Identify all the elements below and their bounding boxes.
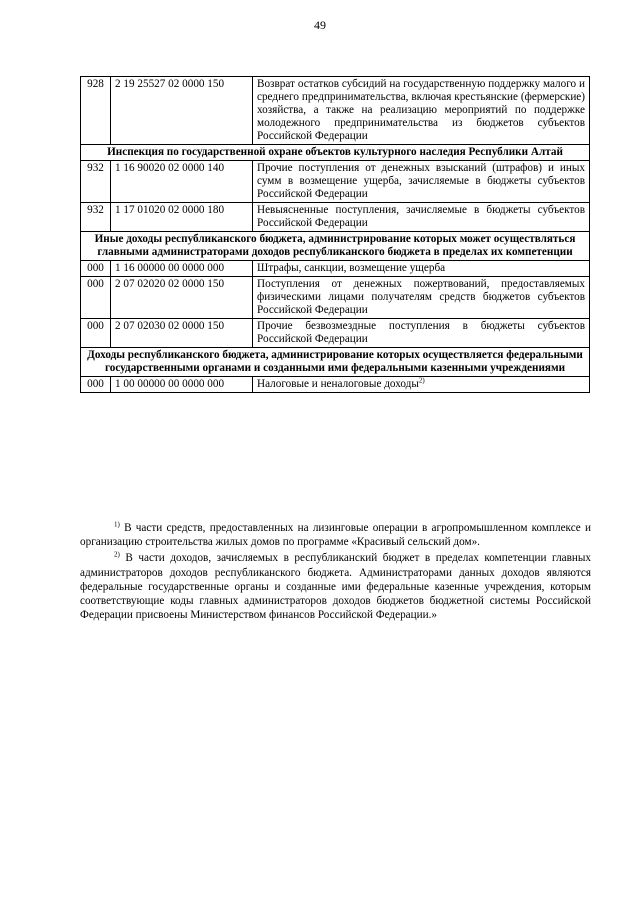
footnote-mark: 2) bbox=[114, 550, 120, 559]
revenue-name-cell bbox=[253, 277, 590, 319]
revenue-code-cell: 1 17 01020 02 0000 180 bbox=[111, 203, 253, 232]
footnotes bbox=[80, 521, 591, 624]
table-row bbox=[81, 77, 590, 145]
footnote-text: В части доходов, зачисляемых в республиканский бюджет в пределах компетенции главных администраторов доходов республиканского бюджета. Администраторами данных доходов являются федеральные государственные органы и созданные ими федеральные казенные учреждения, которым соответствующие коды главных администраторов доходов бюджетов бюджетной системы Российской Федерации присвоены Министерством финансов Российской Федерации.» bbox=[80, 552, 591, 622]
admin-code-cell: 932 bbox=[81, 161, 111, 203]
table-row bbox=[81, 161, 590, 203]
revenue-code-cell: 2 07 02020 02 0000 150 bbox=[111, 277, 253, 319]
table-row bbox=[81, 377, 590, 393]
footnote bbox=[80, 551, 591, 622]
revenue-name-text: Возврат остатков субсидий на государственную поддержку малого и среднего предпринимательства, включая крестьянские (фермерские) хозяйства, а также на реализацию мероприятий по поддержке молодежного предпринимательства из бюджетов субъектов Российской Федерации bbox=[257, 78, 585, 142]
admin-code-cell: 000 bbox=[81, 377, 111, 393]
revenue-name-text: Налоговые и неналоговые доходы bbox=[257, 378, 419, 390]
revenue-name-cell bbox=[253, 319, 590, 348]
revenue-name-text: Невыясненные поступления, зачисляемые в бюджеты субъектов Российской Федерации bbox=[257, 204, 585, 229]
revenue-name-text: Прочие безвозмездные поступления в бюджеты субъектов Российской Федерации bbox=[257, 320, 585, 345]
revenue-name-text: Штрафы, санкции, возмещение ущерба bbox=[257, 262, 446, 274]
footnote bbox=[80, 521, 591, 549]
revenue-name-cell bbox=[253, 77, 590, 145]
admin-code-cell: 000 bbox=[81, 319, 111, 348]
revenue-code-cell: 1 00 00000 00 0000 000 bbox=[111, 377, 253, 393]
admin-code-cell: 000 bbox=[81, 277, 111, 319]
section-title: Доходы республиканского бюджета, администрирование которых осуществляется федеральными государственными органами и созданными ими федеральными казенными учреждениями bbox=[81, 348, 590, 377]
footnote-text: В части средств, предоставленных на лизинговые операции в агропромышленном комплексе и организацию строительства жилых домов по программе «Красивый сельский дом». bbox=[80, 522, 591, 549]
table-row bbox=[81, 319, 590, 348]
section-header-row bbox=[81, 232, 590, 261]
revenue-name-cell bbox=[253, 161, 590, 203]
admin-code-cell: 932 bbox=[81, 203, 111, 232]
section-header-row bbox=[81, 145, 590, 161]
revenue-code-cell: 1 16 90020 02 0000 140 bbox=[111, 161, 253, 203]
revenue-code-cell: 1 16 00000 00 0000 000 bbox=[111, 261, 253, 277]
admin-code-cell: 928 bbox=[81, 77, 111, 145]
revenue-code-cell: 2 19 25527 02 0000 150 bbox=[111, 77, 253, 145]
section-title: Инспекция по государственной охране объектов культурного наследия Республики Алтай bbox=[81, 145, 590, 161]
revenue-codes-table bbox=[80, 76, 590, 393]
revenue-code-cell: 2 07 02030 02 0000 150 bbox=[111, 319, 253, 348]
revenue-name-text: Поступления от денежных пожертвований, предоставляемых физическими лицами получателям средств бюджетов субъектов Российской Федерации bbox=[257, 278, 585, 316]
page-number: 49 bbox=[314, 18, 326, 32]
footnote-mark: 1) bbox=[114, 520, 120, 529]
revenue-name-text: Прочие поступления от денежных взысканий (штрафов) и иных сумм в возмещение ущерба, зачисляемые в бюджеты субъектов Российской Федерации bbox=[257, 162, 585, 200]
table-row bbox=[81, 203, 590, 232]
revenue-name-cell bbox=[253, 203, 590, 232]
revenue-name-cell bbox=[253, 377, 590, 393]
table-row bbox=[81, 261, 590, 277]
table-row bbox=[81, 277, 590, 319]
admin-code-cell: 000 bbox=[81, 261, 111, 277]
footnote-reference: 2) bbox=[418, 376, 425, 385]
section-header-row bbox=[81, 348, 590, 377]
revenue-name-cell bbox=[253, 261, 590, 277]
section-title: Иные доходы республиканского бюджета, администрирование которых может осуществляться главными администраторами доходов республиканского бюджета в пределах их компетенции bbox=[81, 232, 590, 261]
